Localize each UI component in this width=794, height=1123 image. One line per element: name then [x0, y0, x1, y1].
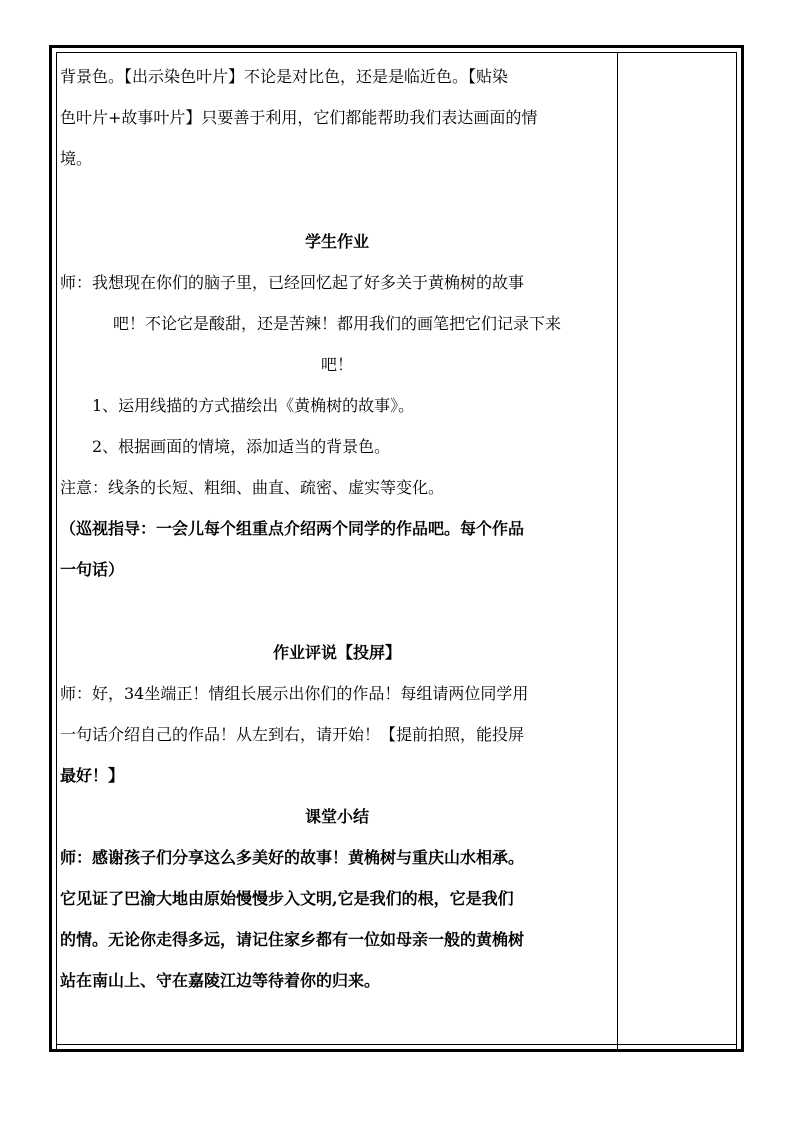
teacher-line: 吧！不论它是酸甜，还是苦辣！都用我们的画笔把它们记录下来: [112, 314, 561, 333]
guide-line: 一句话）: [60, 560, 125, 579]
review-heading: 作业评说【投屏】: [272, 643, 401, 662]
review-line: 最好！】: [60, 766, 125, 785]
intro-line: 色叶片+故事叶片】只要善于利用，它们都能帮助我们表达画面的情: [60, 108, 538, 127]
guide-line: （巡视指导：一会儿每个组重点介绍两个同学的作品吧。每个作品: [60, 519, 525, 538]
inner-top-border: [56, 52, 737, 53]
inner-left-border: [56, 52, 57, 1049]
homework-heading: 学生作业: [304, 232, 369, 251]
table-frame: [49, 45, 744, 1052]
review-line: 一句话介绍自己的作品！从左到右，请开始！【提前拍照，能投屏: [60, 725, 525, 744]
homework-item-2: 2、根据画面的情境，添加适当的背景色。: [92, 437, 391, 456]
teacher-line: 师：我想现在你们的脑子里，已经回忆起了好多关于黄桷树的故事: [60, 273, 525, 292]
summary-line: 它见证了巴渝大地由原始慢慢步入文明,它是我们的根，它是我们: [60, 889, 514, 908]
intro-line: 境。: [60, 149, 93, 168]
inner-bottom-border: [56, 1044, 737, 1045]
teacher-line: 吧！: [320, 355, 353, 374]
main-cell: [60, 56, 614, 1001]
homework-item-1: 1、运用线描的方式描绘出《黄桷树的故事》。: [92, 396, 415, 415]
summary-heading: 课堂小结: [304, 807, 369, 826]
column-divider: [617, 52, 618, 1049]
review-line: 师：好，34坐端正！情组长展示出你们的作品！每组请两位同学用: [60, 684, 529, 703]
intro-line: 背景色。【出示染色叶片】不论是对比色，还是是临近色。【贴染: [60, 67, 509, 86]
summary-line: 的情。无论你走得多远，请记住家乡都有一位如母亲一般的黄桷树: [60, 930, 525, 949]
summary-line: 师：感谢孩子们分享这么多美好的故事！黄桷树与重庆山水相承。: [60, 848, 525, 867]
summary-line: 站在南山上、守在嘉陵江边等待着你的归来。: [60, 971, 381, 990]
inner-right-border: [736, 52, 737, 1049]
homework-note: 注意：线条的长短、粗细、曲直、疏密、虚实等变化。: [60, 478, 445, 497]
